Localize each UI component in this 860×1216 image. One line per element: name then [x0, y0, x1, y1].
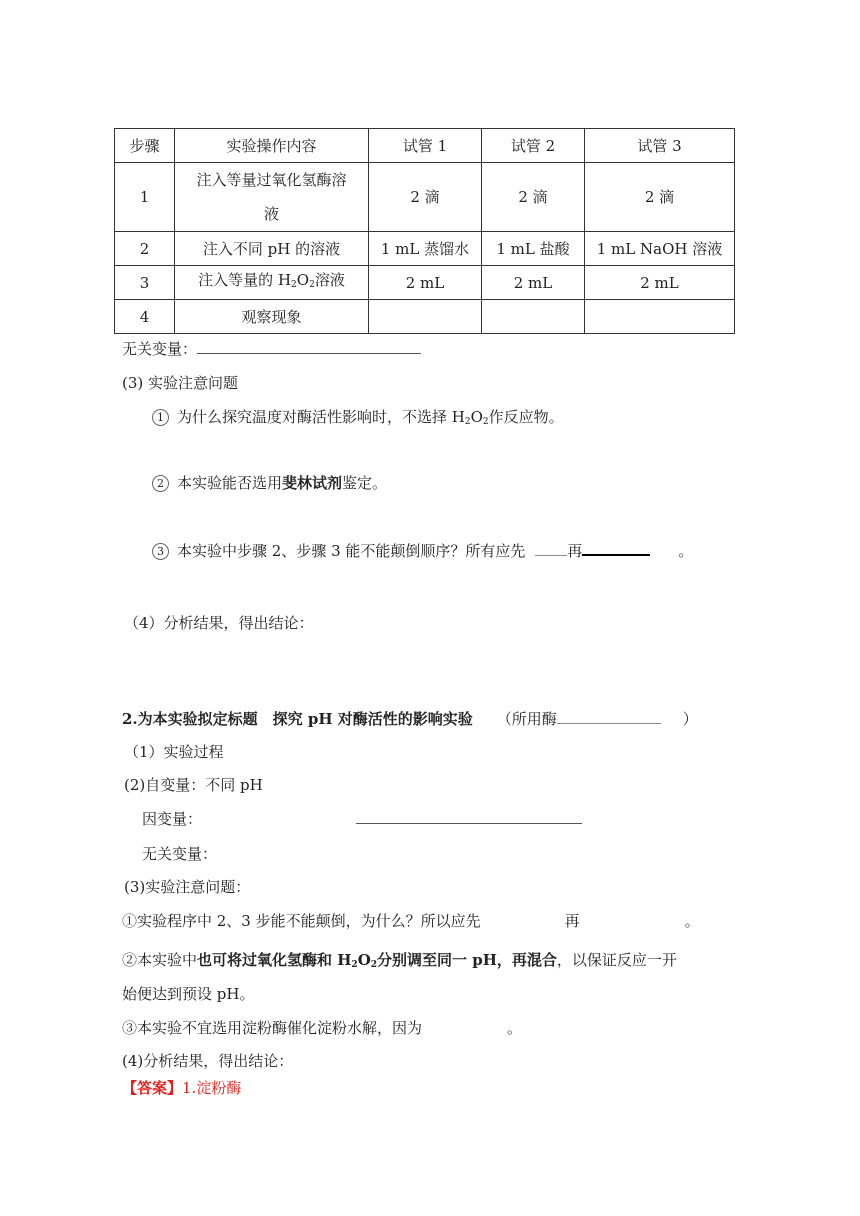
note-text: ②本实验中 — [122, 951, 198, 969]
answer-blank — [356, 809, 582, 824]
answer-line — [122, 1078, 241, 1098]
note-text: 再 — [564, 912, 580, 930]
operation-cell — [175, 163, 369, 232]
question-text: 作反应物。 — [488, 408, 564, 426]
enzyme-label: （所用酶 — [496, 710, 557, 728]
dependent-variable-label: 因变量： — [142, 810, 203, 828]
subscript: 2 — [464, 417, 471, 427]
question-text: 本实验能否选用 — [177, 474, 283, 492]
irrelevant-variable-label: 无关变量： — [142, 845, 218, 863]
operation-text: 注入等量过氧化氢酶溶 — [196, 171, 347, 189]
question-text: 。 — [678, 542, 694, 560]
step-cell: 4 — [115, 300, 175, 334]
question-3 — [152, 540, 693, 561]
header-cell: 试管 1 — [369, 129, 482, 163]
operation-cell: 观察现象 — [175, 300, 369, 334]
enzyme-label: ） — [682, 710, 698, 728]
note-bold-text: O — [357, 951, 371, 969]
note-bold-text: 也可将过氧化氢酶和 H — [197, 951, 352, 969]
operation-text: O — [296, 271, 310, 289]
operation-text: 液 — [263, 205, 279, 223]
tube2-cell: 1 mL 盐酸 — [482, 232, 585, 266]
tube1-cell: 2 mL — [369, 266, 482, 300]
tube1-cell: 1 mL 蒸馏水 — [369, 232, 482, 266]
subscript: 2 — [370, 960, 378, 970]
section-2-title-line — [122, 709, 698, 729]
header-cell: 实验操作内容 — [175, 129, 369, 163]
question-2 — [152, 473, 387, 493]
tube3-cell: 2 mL — [585, 266, 735, 300]
tube3-cell: 2 滴 — [585, 163, 735, 232]
answer-blank — [197, 339, 421, 354]
step-cell: 2 — [115, 232, 175, 266]
answer-blank — [535, 541, 567, 556]
subscript: 2 — [309, 280, 315, 290]
circle-number-icon: 1 — [152, 409, 169, 426]
note-text: ③本实验不宜选用淀粉酶催化淀粉水解，因为 — [122, 1019, 423, 1037]
irrelevant-variable-label: 无关变量： — [122, 340, 198, 358]
circle-number-icon: 3 — [152, 543, 169, 560]
table-header-row — [115, 129, 735, 163]
subscript: 2 — [351, 960, 358, 970]
section-title: 2.为本实验拟定标题 探究 pH 对酶活性的影响实验 — [122, 710, 473, 728]
subscript: 2 — [291, 280, 297, 290]
notes-title: (3)实验注意问题： — [124, 878, 251, 896]
note-3 — [122, 1018, 522, 1038]
dependent-variable-blank — [356, 809, 582, 829]
note-text: ①实验程序中 2、3 步能不能颠倒，为什么？所以应先 — [122, 912, 481, 930]
process-line: （1）实验过程 — [124, 743, 224, 761]
table-row — [115, 232, 735, 266]
header-cell: 步骤 — [115, 129, 175, 163]
note-text: 。 — [684, 912, 700, 930]
irrelevant-variable-line — [122, 339, 421, 359]
answer-label: 【答案】 — [122, 1079, 183, 1097]
question-text: 鉴定。 — [342, 474, 388, 492]
tube3-cell: 1 mL NaOH 溶液 — [585, 232, 735, 266]
question-text: 再 — [567, 542, 583, 560]
question-text: 为什么探究温度对酶活性影响时，不选择 H — [177, 408, 465, 426]
step-cell: 3 — [115, 266, 175, 300]
circle-number-icon: 2 — [152, 475, 169, 492]
question-text: 本实验中步骤 2、步骤 3 能不能颠倒顺序？所有应先 — [177, 542, 526, 560]
question-text: O — [470, 408, 483, 426]
answer-text: 1.淀粉酶 — [182, 1079, 242, 1097]
question-bold-text: 斐林试剂 — [282, 474, 343, 492]
header-cell: 试管 3 — [585, 129, 735, 163]
step-cell: 1 — [115, 163, 175, 232]
question-1 — [152, 407, 564, 432]
independent-variable-line: (2)自变量：不同 pH — [124, 776, 263, 794]
tube2-cell: 2 mL — [482, 266, 585, 300]
notes-title: (3) 实验注意问题 — [122, 374, 239, 392]
tube2-cell: 2 滴 — [482, 163, 585, 232]
operation-cell — [175, 266, 369, 300]
analysis-line: (4)分析结果，得出结论： — [122, 1052, 294, 1070]
operation-text: 注入等量的 H — [198, 271, 292, 289]
analysis-line: （4）分析结果，得出结论： — [124, 614, 314, 632]
table-row — [115, 163, 735, 232]
subscript: 2 — [482, 417, 489, 427]
table-row — [115, 300, 735, 334]
note-2 — [122, 950, 677, 975]
tube1-cell: 2 滴 — [369, 163, 482, 232]
operation-text: 溶液 — [314, 271, 345, 289]
tube1-cell — [369, 300, 482, 334]
header-cell: 试管 2 — [482, 129, 585, 163]
note-bold-text: 分别调至同一 pH，再混合 — [377, 951, 557, 969]
table-row — [115, 266, 735, 300]
tube2-cell — [482, 300, 585, 334]
answer-blank — [582, 540, 650, 556]
experiment-table — [114, 128, 735, 334]
tube3-cell — [585, 300, 735, 334]
note-1 — [122, 911, 700, 931]
operation-cell: 注入不同 pH 的溶液 — [175, 232, 369, 266]
answer-blank — [557, 709, 661, 724]
note-text: 。 — [507, 1019, 523, 1037]
note-2-continued: 始便达到预设 pH。 — [122, 985, 255, 1003]
note-text: ，以保证反应一开 — [556, 951, 677, 969]
